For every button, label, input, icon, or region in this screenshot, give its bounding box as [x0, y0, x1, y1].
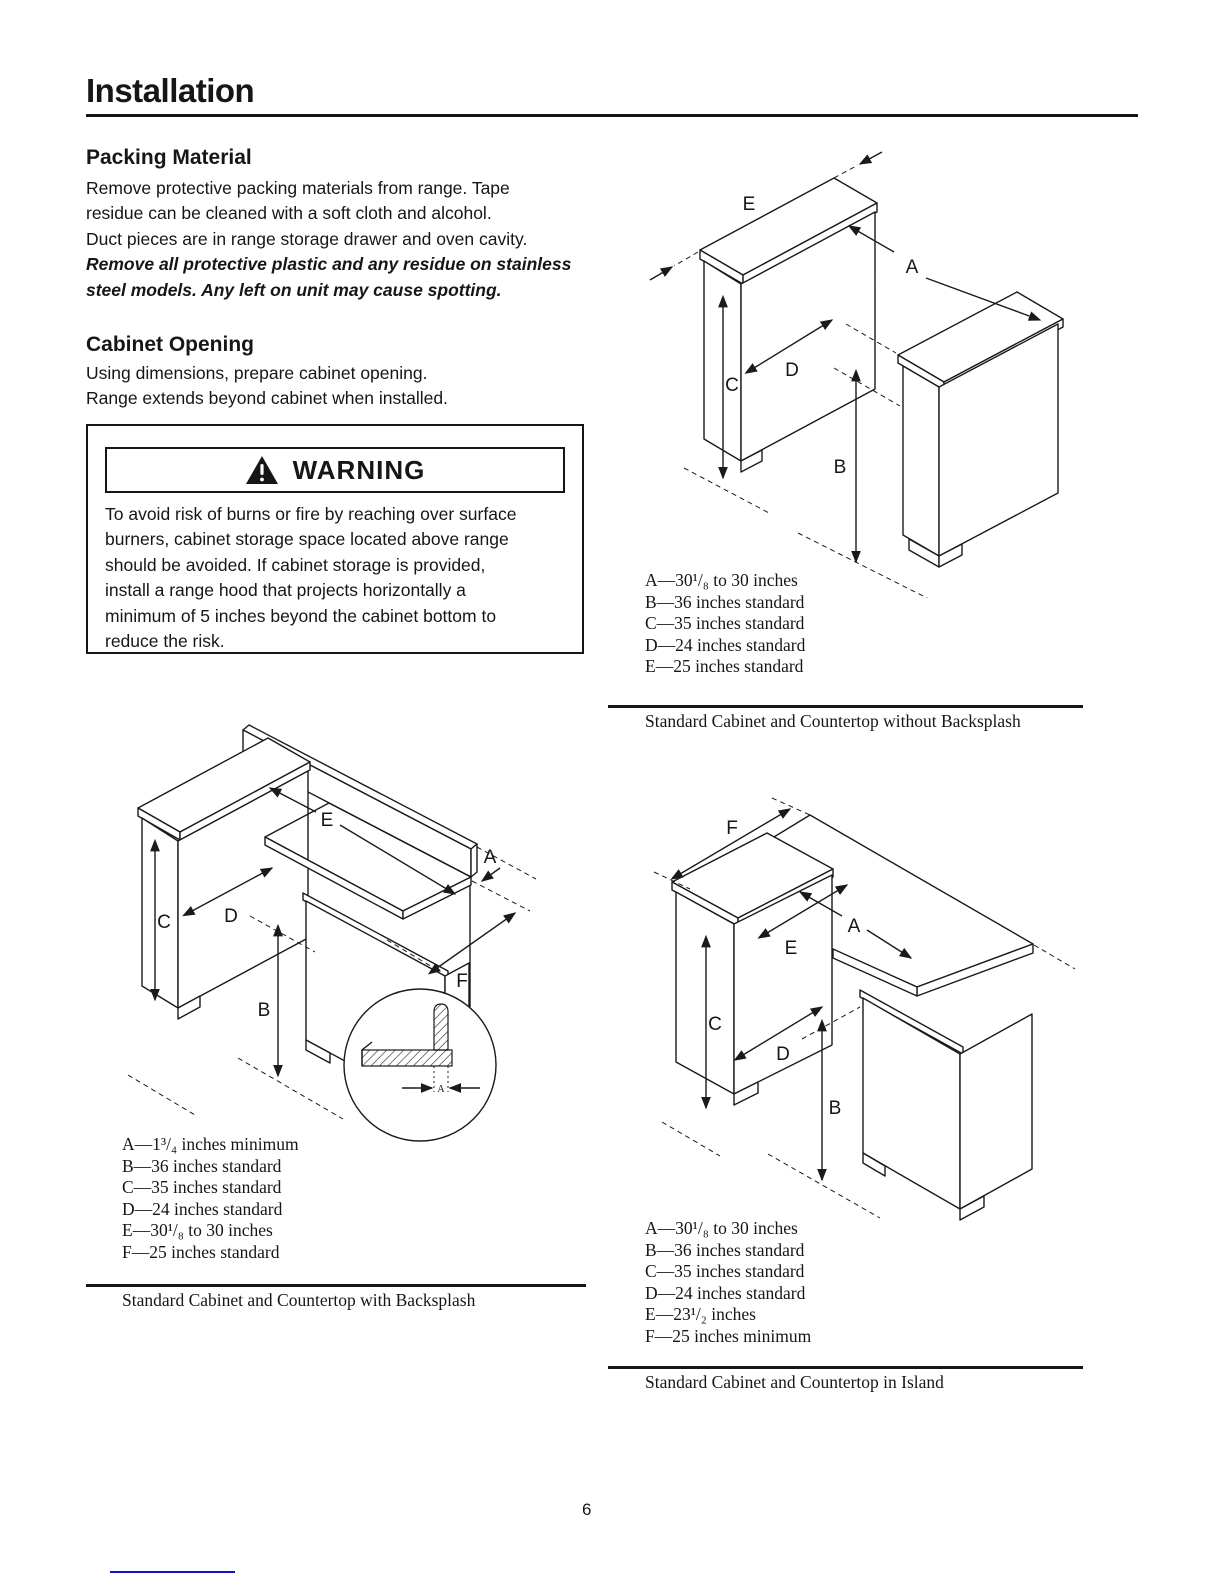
legend-line: B—36 inches standard [645, 591, 805, 612]
legend-line: C—35 inches standard [645, 613, 805, 633]
legend-line: A—1³/₄ inches minimum [122, 1134, 299, 1154]
dim-label-D: D [776, 1044, 790, 1065]
figure-3-rule [608, 1366, 1083, 1369]
dim-label-A: A [847, 916, 861, 937]
figure-1-caption: Standard Cabinet and Countertop without Backsplash [645, 711, 1021, 731]
figure-1-legend [645, 570, 805, 678]
dim-label-C: C [725, 375, 739, 396]
warning-header [105, 447, 565, 493]
figure-3-caption: Standard Cabinet and Countertop in Island [645, 1372, 944, 1392]
figure-2-legend [122, 1134, 299, 1263]
warning-triangle-icon [245, 455, 279, 485]
dim-label-D: D [224, 906, 238, 927]
text-line: To avoid risk of burns or fire by reaching over surface [105, 504, 517, 524]
dim-label-C: C [708, 1014, 722, 1035]
figure-2-diagram [100, 700, 620, 1170]
legend-line: B—36 inches standard [122, 1155, 282, 1176]
text-line: Duct pieces are in range storage drawer and oven cavity. [86, 228, 528, 249]
legend-line: B—36 inches standard [645, 1239, 805, 1260]
warning-label: WARNING [292, 454, 426, 485]
text-line: residue can be cleaned with a soft cloth and alcohol. [86, 203, 492, 224]
dim-label-F: F [726, 818, 738, 839]
page-number: 6 [582, 1500, 592, 1519]
text-line-bold-italic: Remove all protective plastic and any residue on stainless [86, 254, 572, 275]
cabinet-opening-heading: Cabinet Opening [86, 333, 254, 356]
dim-label-F: F [456, 971, 468, 992]
title-rule [86, 114, 1138, 117]
dim-label-B: B [257, 1000, 271, 1021]
figure-2-rule [86, 1284, 586, 1287]
legend-line: A—30¹/₈ to 30 inches [645, 1218, 798, 1238]
legend-line: E—23¹/₂ inches [645, 1304, 756, 1324]
cabinet-opening-paragraph [86, 361, 448, 412]
warning-paragraph [105, 502, 516, 654]
warning-box [86, 424, 584, 654]
dim-label-A: A [483, 847, 497, 868]
page-title: Installation [86, 72, 255, 109]
figure-3-diagram [620, 762, 1180, 1227]
legend-line: E—25 inches standard [645, 656, 804, 676]
dim-label-E: E [784, 938, 798, 959]
legend-line: E—30¹/₈ to 30 inches [122, 1220, 273, 1240]
figure-3-legend [645, 1218, 811, 1347]
figure-2-caption: Standard Cabinet and Countertop with Backsplash [122, 1290, 476, 1310]
packing-paragraph [86, 176, 571, 303]
dim-label-D: D [785, 360, 799, 381]
inset-dim-label-A: A [437, 1084, 445, 1095]
text-line: Range extends beyond cabinet when installed. [86, 388, 448, 409]
legend-line: D—24 inches standard [122, 1198, 283, 1219]
text-line-bold-italic: steel models. Any left on unit may cause spotting. [86, 279, 502, 300]
legend-line: A—30¹/₈ to 30 inches [645, 570, 798, 590]
legend-line: F—25 inches minimum [645, 1325, 812, 1346]
dim-label-B: B [828, 1098, 842, 1119]
text-line: install a range hood that projects horizontally a [105, 580, 466, 601]
text-line: Using dimensions, prepare cabinet opening. [86, 363, 428, 383]
text-line: reduce the risk. [105, 631, 225, 652]
figure-1-rule [608, 705, 1083, 708]
legend-line: C—35 inches standard [122, 1177, 282, 1197]
dim-label-C: C [157, 912, 171, 933]
dim-label-A: A [905, 257, 919, 278]
footer-blue-line [110, 1571, 235, 1573]
legend-line: D—24 inches standard [645, 634, 806, 655]
text-line: burners, cabinet storage space located above range [105, 529, 509, 550]
dim-label-B: B [833, 457, 847, 478]
packing-heading: Packing Material [86, 146, 252, 169]
text-line: Remove protective packing materials from range. Tape [86, 178, 510, 198]
legend-line: C—35 inches standard [645, 1261, 805, 1281]
text-line: minimum of 5 inches beyond the cabinet bottom to [105, 605, 497, 626]
dim-label-E: E [742, 194, 756, 215]
dim-label-E: E [320, 810, 334, 831]
legend-line: D—24 inches standard [645, 1282, 806, 1303]
figure-1-diagram [606, 148, 1166, 598]
legend-line: F—25 inches standard [122, 1241, 280, 1262]
text-line: should be avoided. If cabinet storage is provided, [105, 554, 486, 575]
